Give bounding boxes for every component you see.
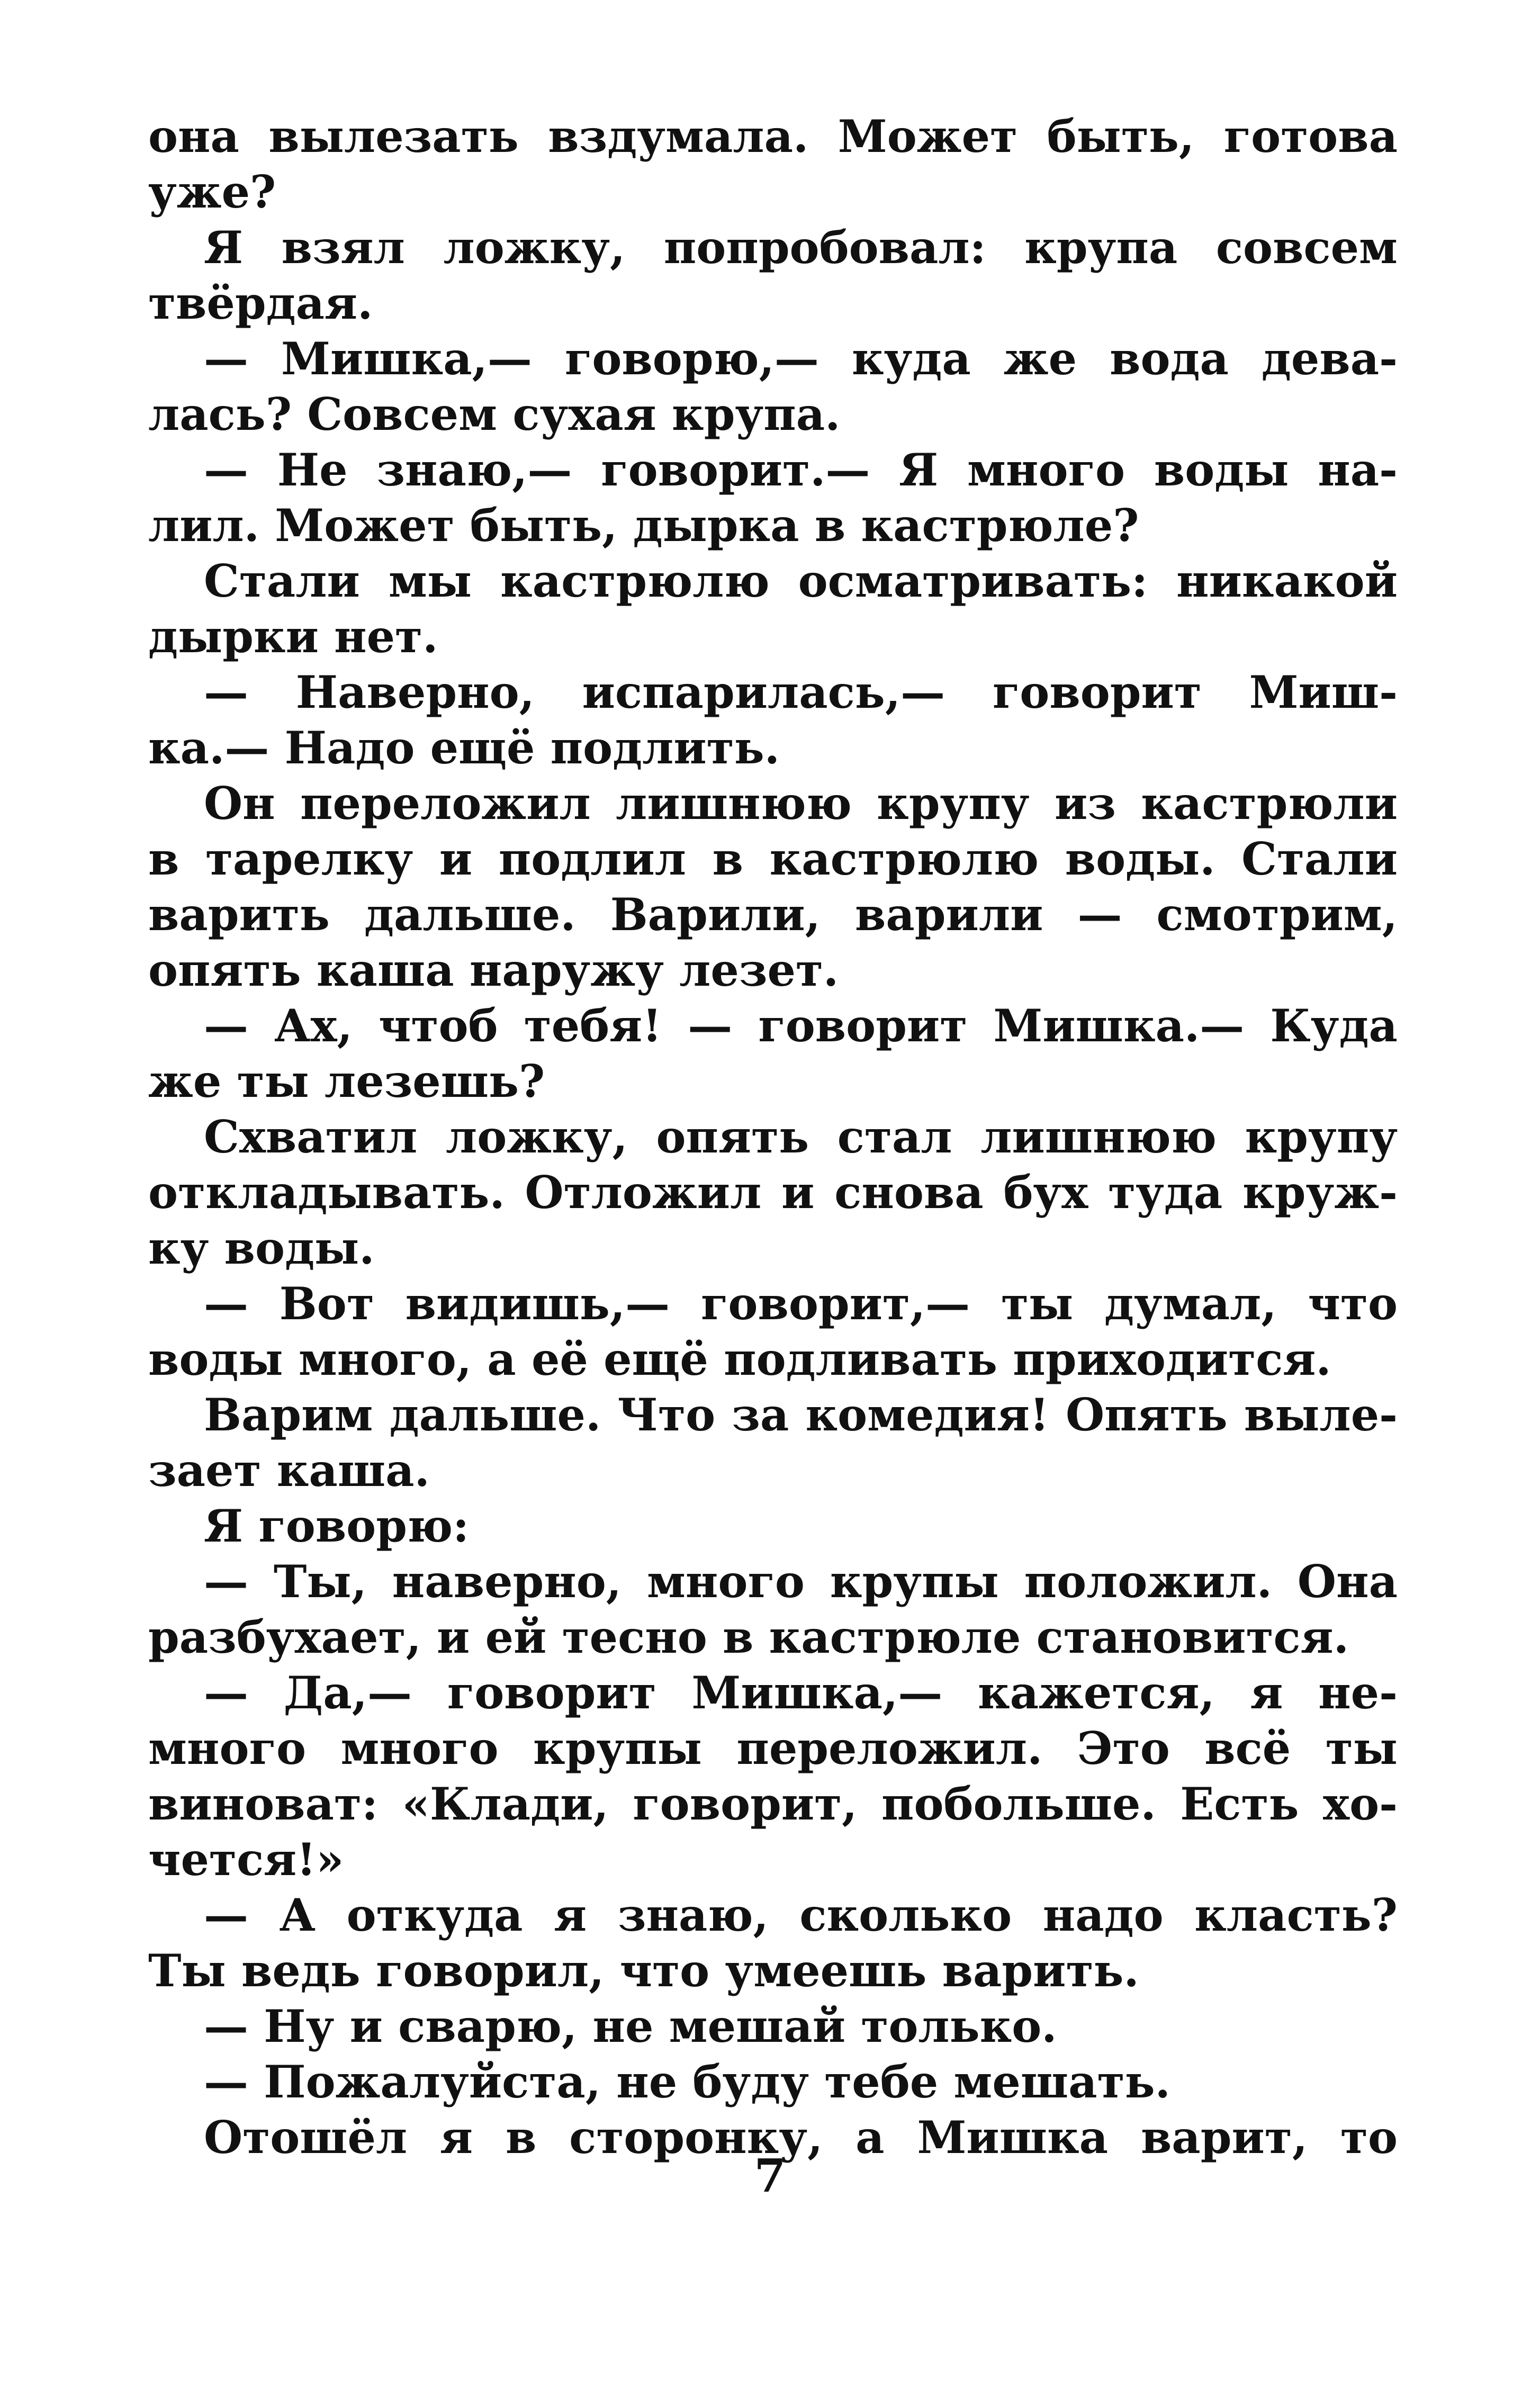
text-line: много много крупы переложил. Это всё ты [148, 1722, 1398, 1775]
text-line: — Не знаю,— говорит.— Я много воды на- [204, 444, 1398, 496]
text-line: лась? Совсем сухая крупа. [148, 388, 841, 440]
text-line: — Мишка,— говорю,— куда же вода дева- [204, 332, 1398, 385]
text-line: воды много, а её ещё подливать приходится. [148, 1333, 1331, 1385]
text-line: опять каша наружу лезет. [148, 944, 839, 996]
text-line: дырки нет. [148, 610, 438, 663]
text-line: Схватил ложку, опять стал лишнюю крупу [204, 1111, 1398, 1163]
text-line: — Ты, наверно, много крупы положил. Она [204, 1555, 1398, 1608]
text-line: Отошёл я в сторонку, а Мишка варит, то [204, 2111, 1398, 2164]
text-line: — Ну и сварю, не мешай только. [204, 2000, 1057, 2052]
text-line: ку воды. [148, 1222, 375, 1274]
text-line: Варим дальше. Что за комедия! Опять выле- [204, 1389, 1398, 1441]
text-line: варить дальше. Варили, варили — смотрим, [148, 888, 1398, 941]
text-line: же ты лезешь? [148, 1055, 545, 1107]
text-line: лил. Может быть, дырка в кастрюле? [148, 499, 1139, 552]
text-line: в тарелку и подлил в кастрюлю воды. Стали [148, 833, 1398, 885]
text-line: виноват: «Клади, говорит, побольше. Есть хо- [148, 1778, 1398, 1830]
text-line: зает каша. [148, 1444, 430, 1497]
text-line: разбухает, и ей тесно в кастрюле становится. [148, 1611, 1349, 1663]
text-line: твёрдая. [148, 277, 373, 329]
text-line: Стали мы кастрюлю осматривать: никакой [204, 555, 1398, 607]
text-line: Я взял ложку, попробовал: крупа совсем [204, 221, 1398, 274]
text-line: — Вот видишь,— говорит,— ты думал, что [204, 1277, 1398, 1330]
text-line: — А откуда я знаю, сколько надо класть? [204, 1889, 1398, 1941]
page-text [148, 109, 1398, 2165]
text-line: — Да,— говорит Мишка,— кажется, я не- [204, 1667, 1398, 1719]
text-line: ка.— Надо ещё подлить. [148, 722, 780, 774]
text-line: Я говорю: [204, 1500, 470, 1552]
text-line: уже? [148, 166, 276, 218]
text-line: Ты ведь говорил, что умеешь варить. [148, 1944, 1139, 1997]
page-number: 7 [754, 2149, 786, 2203]
text-line: она вылезать вздумала. Может быть, готова [148, 110, 1398, 163]
text-line: — Наверно, испарилась,— говорит Миш- [204, 666, 1398, 718]
text-line: Он переложил лишнюю крупу из кастрюли [204, 777, 1398, 830]
text-line: откладывать. Отложил и снова бух туда круж- [148, 1166, 1398, 1219]
text-line: — Ах, чтоб тебя! — говорит Мишка.— Куда [204, 999, 1398, 1052]
text-line: — Пожалуйста, не буду тебе мешать. [204, 2056, 1170, 2108]
text-line: чется!» [148, 1833, 344, 1886]
